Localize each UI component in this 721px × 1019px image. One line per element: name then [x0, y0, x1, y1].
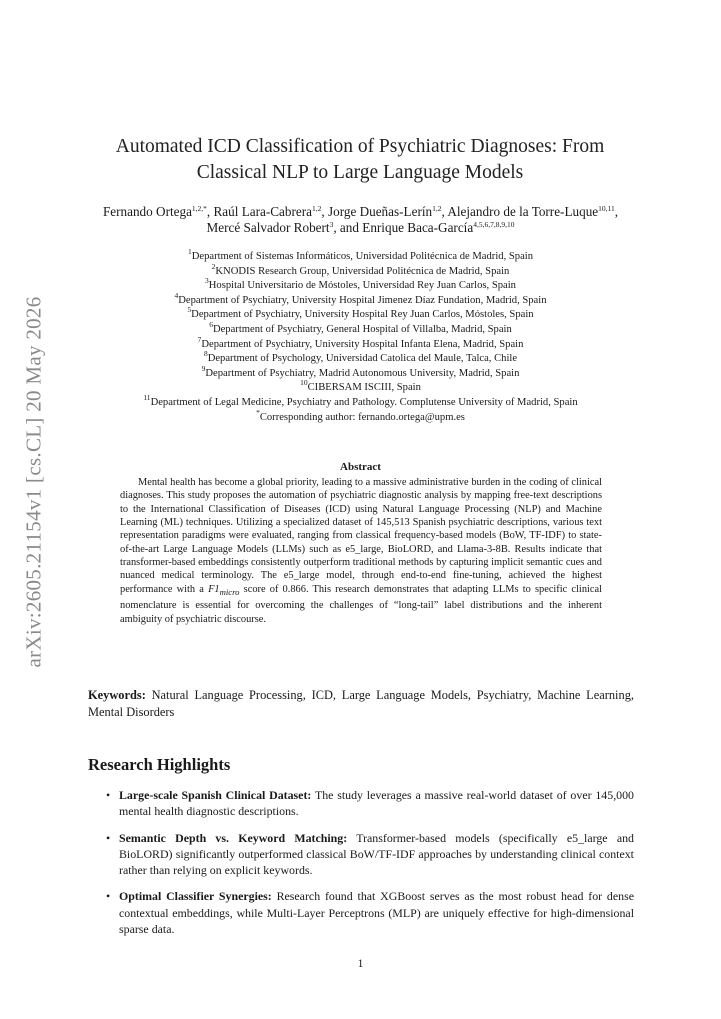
author: Alejandro de la Torre-Luque$^{10,11}$: [447, 204, 615, 219]
paper-title: [60, 134, 660, 186]
page-number: 1: [357, 958, 364, 970]
affiliation: $^3$Hospital Universitario de Móstoles, Universidad Rey Juan Carlos, Spain: [205, 276, 516, 292]
affiliation: $^5$Department of Psychiatry, University Hospital Rey Juan Carlos, Móstoles, Spain: [187, 305, 534, 321]
keywords-text: Natural Language Processing, ICD, Large Language Models, Psychiatry, Machine Learning, Mental Disorders: [88, 688, 634, 719]
highlights-list: [88, 787, 634, 947]
abstract-text: Mental health has become a global priority, leading to a massive administrative burden in the coding of clinical diagnoses. This study proposes the automation of psychiatric diagnostic analysis by mapping free-text descriptions to the International Classification of Diseases (ICD) using Natural Language Processing (NLP) and Machine Learning (ML) techniques. Utilizing a specialized dataset of 145,513 Spanish psychiatric descriptions, various text representation paradigms were evaluated, ranging from classical frequency-based models (BoW, TF-IDF) to state-of-the-art Large Language Models (LLMs) such as e5_large, BioLORD, and Llama-3-8B. Results indicate that transformer-based embeddings consistently outperform traditional methods by capturing implicit semantic cues and nuanced medical terminology. The e5_large model, through end-to-end fine-tuning, achieved the highest performance with a $F1_{micro}$ score of 0.866. This research demonstrates that adapting LLMs to specific clinical nomenclature is essential for overcoming the challenges of “long-tail” label distributions and the inherent ambiguity of psychiatric discourse.: [120, 477, 603, 625]
affiliation: $^9$Department of Psychiatry, Madrid Autonomous University, Madrid, Spain: [201, 363, 520, 379]
list-item: • Large-scale Spanish Clinical Dataset: The study leverages a massive real-world dataset of over 145,000 mental health diagnostic descriptions.: [106, 788, 634, 819]
author-list: Fernando Ortega$^{1,2,*}$, Raúl Lara-Cabrera$^{1,2}$, Jorge Dueñas-Lerín$^{1,2}$, Alejandro de la Torre-Luque$^{10,11}$, Mercé Salvador Robert$^3$, and Enrique Baca-García$^{4,5,6,7,8,9,10}$: [102, 204, 619, 235]
list-item: • Optimal Classifier Synergies: Research found that XGBoost serves as the most robust head for dense contextual embeddings, while Multi-Layer Perceptrons (MLP) are uniquely effective for high-dimensional sparse data.: [106, 889, 634, 937]
affiliation: $^4$Department of Psychiatry, University Hospital Jimenez Díaz Fundation, Madrid, Spain: [174, 290, 547, 306]
corresponding-author: *Corresponding author: fernando.ortega@upm.es: [256, 407, 465, 423]
affiliation: $^6$Department of Psychiatry, General Hospital of Villalba, Madrid, Spain: [209, 319, 512, 335]
abstract-heading: Abstract: [340, 461, 381, 473]
bullet-icon: •: [106, 889, 111, 904]
bullet-icon: •: [106, 830, 111, 845]
author: Enrique Baca-García$^{4,5,6,7,8,9,10}$: [362, 220, 515, 235]
affiliation-list: [75, 247, 646, 425]
affiliation: $^{10}$CIBERSAM ISCIII, Spain: [300, 378, 421, 394]
keywords-label: Keywords:: [88, 688, 146, 702]
author: Fernando Ortega$^{1,2,*}$: [102, 204, 207, 219]
author: Raúl Lara-Cabrera$^{1,2}$: [213, 204, 322, 219]
author: Jorge Dueñas-Lerín$^{1,2}$: [327, 204, 442, 219]
f1-metric: F1: [208, 583, 220, 595]
affiliation: $^8$Department of Psychology, Universidad Catolica del Maule, Talca, Chile: [203, 349, 518, 365]
bullet-icon: •: [106, 788, 111, 802]
list-item: • Semantic Depth vs. Keyword Matching: Transformer-based models (specifically e5_large and BioLORD) significantly outperformed classical BoW/TF-IDF approaches by understanding clinical context rather than relying on explicit keywords.: [106, 830, 634, 878]
arxiv-identifier[interactable]: arXiv:2605.21154v1 [cs.CL] 20 May 2026: [21, 296, 46, 668]
affiliation: $^1$Department of Sistemas Informáticos, Universidad Politécnica de Madrid, Spain: [187, 247, 534, 262]
author: Mercé Salvador Robert$^3$: [206, 220, 334, 235]
keywords: [88, 687, 634, 720]
affiliation: $^7$Department of Psychiatry, University Hospital Infanta Elena, Madrid, Spain: [197, 334, 524, 350]
title-line-2: Classical NLP to Large Language Models: [196, 162, 524, 183]
affiliation: $^{11}$Department of Legal Medicine, Psychiatry and Pathology. Complutense University of Madrid, Spain: [143, 392, 578, 408]
title-line-1: Automated ICD Classification of Psychiatric Diagnoses: From: [115, 136, 605, 157]
affiliation: $^2$KNODIS Research Group, Universidad Politécnica de Madrid, Spain: [211, 261, 510, 277]
research-highlights-heading: Research Highlights: [88, 755, 231, 774]
